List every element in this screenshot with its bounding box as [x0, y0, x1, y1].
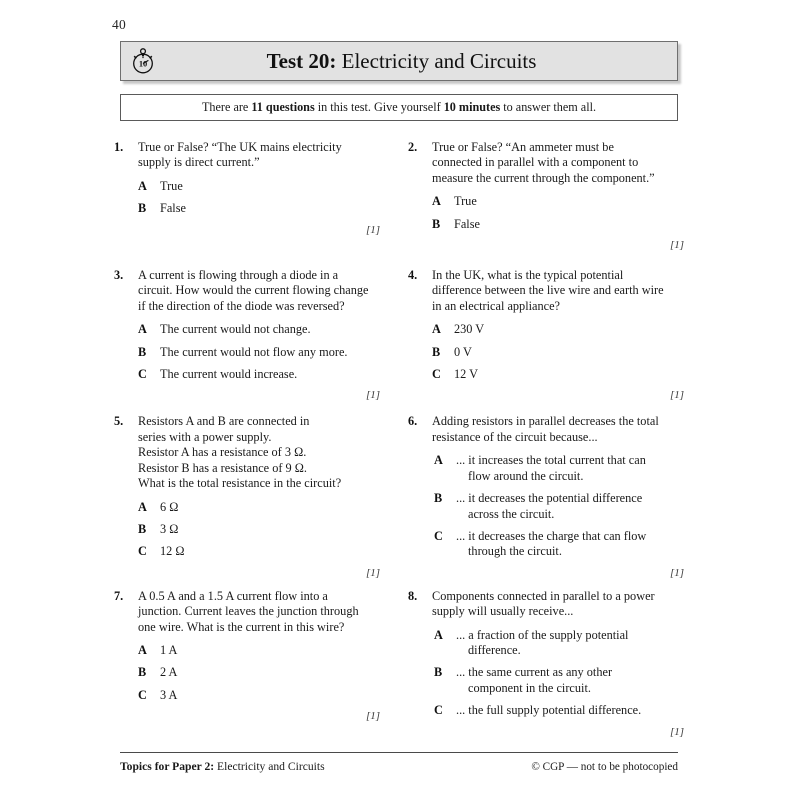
option-letter: B — [138, 521, 147, 536]
option-line: 1 A — [160, 642, 178, 657]
option-letter: C — [434, 528, 443, 543]
option-c[interactable] — [114, 544, 382, 559]
marks-indicator: [1] — [669, 725, 684, 738]
stem-line: A 0.5 A and a 1.5 A current flow into a — [138, 588, 328, 603]
option-line: difference. — [468, 642, 521, 657]
option-a[interactable] — [408, 453, 686, 484]
options-list — [408, 194, 686, 232]
question-5 — [114, 414, 382, 578]
option-letter: B — [138, 665, 147, 680]
option-letter: C — [138, 687, 147, 702]
footer-copyright: © CGP — not to be photocopied — [531, 761, 678, 773]
option-text — [160, 643, 382, 658]
option-line: True — [160, 178, 183, 193]
option-text — [456, 665, 686, 696]
page-footer — [120, 760, 678, 773]
question-number: 2. — [408, 140, 418, 154]
stem-line: resistance of the circuit because... — [432, 429, 598, 444]
option-letter: A — [138, 178, 147, 193]
stem-line: Components connected in parallel to a power — [432, 588, 655, 603]
stem-line: Resistor B has a resistance of 9 Ω. — [138, 460, 307, 475]
stem-line: What is the total resistance in the circuit? — [138, 476, 342, 491]
option-line: 6 Ω — [160, 499, 179, 514]
option-text — [160, 367, 382, 382]
stem-line: Resistor A has a resistance of 3 Ω. — [138, 445, 307, 460]
question-1 — [114, 140, 382, 236]
option-letter: C — [432, 367, 441, 382]
marks-indicator: [1] — [365, 389, 380, 402]
stem-line: circuit. How would the current flowing change — [138, 283, 369, 298]
option-line: component in the circuit. — [468, 680, 591, 695]
stem-line: connected in parallel with a component to — [432, 155, 639, 170]
option-a[interactable] — [114, 500, 382, 515]
question-stem — [138, 414, 382, 491]
option-letter: B — [138, 344, 147, 359]
option-text — [456, 491, 686, 522]
stem-line: series with a power supply. — [138, 429, 272, 444]
option-b[interactable] — [408, 665, 686, 696]
option-text — [160, 322, 382, 337]
stem-line: Resistors A and B are connected in — [138, 414, 310, 429]
option-line: 2 A — [160, 665, 178, 680]
question-7 — [114, 589, 382, 722]
instruction-post: to answer them all. — [500, 100, 597, 114]
options-list — [114, 643, 382, 703]
option-line: ... the same current as any other — [456, 665, 613, 680]
option-text — [160, 179, 382, 194]
option-b[interactable] — [114, 201, 382, 216]
instruction-pre: There are — [201, 100, 252, 114]
option-line: False — [160, 201, 186, 216]
page-title-topic: Electricity and Circuits — [336, 48, 537, 73]
stopwatch-minutes: 10 — [138, 59, 148, 69]
question-6 — [408, 414, 686, 578]
option-a[interactable] — [114, 643, 382, 658]
option-b[interactable] — [114, 522, 382, 537]
page-title — [160, 48, 677, 73]
question-column-left — [114, 268, 400, 401]
question-number: 7. — [114, 588, 124, 603]
stem-line: In the UK, what is the typical potential — [432, 268, 624, 283]
questions-grid — [114, 140, 686, 738]
question-8 — [408, 589, 686, 738]
question-row — [114, 589, 686, 738]
question-column-right — [400, 140, 686, 251]
page-number: 40 — [112, 17, 126, 32]
option-line: 3 A — [160, 687, 178, 702]
option-b[interactable] — [114, 345, 382, 360]
test-title-bar — [120, 41, 678, 81]
footer-topic — [120, 760, 325, 773]
option-letter: A — [138, 322, 147, 337]
option-text — [454, 345, 686, 360]
stem-line: if the direction of the diode was reversed? — [138, 298, 345, 313]
instruction-text — [202, 100, 596, 115]
question-number: 3. — [114, 268, 124, 283]
option-letter: B — [138, 201, 147, 216]
question-column-right — [400, 589, 686, 738]
option-line: ... it decreases the potential difference — [456, 491, 643, 506]
option-line: ... it decreases the charge that can flow — [456, 528, 647, 543]
option-b[interactable] — [408, 345, 686, 360]
question-stem — [432, 414, 686, 445]
option-c[interactable] — [408, 367, 686, 382]
question-2 — [408, 140, 686, 251]
footer-divider — [120, 752, 678, 753]
marks-indicator: [1] — [365, 223, 380, 236]
options-list — [408, 322, 686, 382]
stem-line: junction. Current leaves the junction through — [138, 604, 359, 619]
instruction-box — [120, 94, 678, 121]
question-row — [114, 414, 686, 578]
option-a[interactable] — [114, 179, 382, 194]
option-letter: B — [432, 344, 441, 359]
option-letter: A — [434, 627, 443, 642]
question-stem — [138, 589, 382, 635]
question-row — [114, 140, 686, 251]
option-line: The current would not flow any more. — [160, 344, 348, 359]
stem-line: True or False? “An ammeter must be — [432, 140, 614, 154]
question-stem — [432, 589, 686, 620]
option-text — [160, 544, 382, 559]
stem-line: one wire. What is the current in this wire? — [138, 619, 345, 634]
option-text — [456, 453, 686, 484]
option-line: 230 V — [454, 322, 485, 337]
option-letter: A — [434, 453, 443, 468]
option-line: ... the full supply potential difference. — [456, 703, 642, 718]
footer-topic-name: Electricity and Circuits — [214, 760, 325, 773]
option-a[interactable] — [408, 322, 686, 337]
instruction-mid: in this test. Give yourself — [314, 100, 444, 114]
option-text — [456, 628, 686, 659]
option-text — [456, 529, 686, 560]
question-stem — [138, 140, 382, 171]
option-line: False — [454, 216, 480, 231]
option-line: 3 Ω — [160, 521, 179, 536]
question-3 — [114, 268, 382, 401]
option-line: ... a fraction of the supply potential — [456, 627, 629, 642]
option-line: through the circuit. — [468, 544, 562, 559]
instruction-time-limit: 10 minutes — [443, 100, 501, 114]
option-text — [454, 367, 686, 382]
options-list — [114, 322, 382, 382]
option-c[interactable] — [114, 367, 382, 382]
stem-line: in an electrical appliance? — [432, 298, 561, 313]
stem-line: True or False? “The UK mains electricity — [138, 140, 342, 154]
option-letter: A — [432, 322, 441, 337]
question-stem — [432, 140, 686, 186]
options-list — [408, 453, 686, 559]
stem-line: difference between the live wire and earth wire — [432, 283, 664, 298]
option-text — [454, 217, 686, 232]
option-letter: A — [138, 642, 147, 657]
option-text — [160, 665, 382, 680]
option-b[interactable] — [408, 217, 686, 232]
question-column-right — [400, 414, 686, 578]
option-line: True — [454, 194, 477, 209]
option-letter: C — [138, 544, 147, 559]
question-number: 1. — [114, 140, 124, 154]
option-line: 0 V — [454, 344, 472, 359]
option-letter: C — [434, 703, 443, 718]
option-line: The current would increase. — [160, 367, 298, 382]
options-list — [408, 628, 686, 719]
question-number: 8. — [408, 588, 418, 603]
question-row — [114, 268, 686, 401]
question-number: 4. — [408, 268, 418, 283]
instruction-question-count: 11 questions — [251, 100, 315, 114]
option-letter: A — [138, 499, 147, 514]
option-text — [160, 201, 382, 216]
question-stem — [432, 268, 686, 314]
option-letter: C — [138, 367, 147, 382]
option-a[interactable] — [114, 322, 382, 337]
option-letter: B — [434, 665, 443, 680]
option-line: ... it increases the total current that can — [456, 453, 646, 468]
option-c[interactable] — [408, 703, 686, 718]
options-list — [114, 179, 382, 217]
option-letter: B — [432, 216, 441, 231]
footer-paper-label: Topics for Paper 2: — [120, 760, 215, 773]
option-letter: B — [434, 491, 443, 506]
option-line: 12 Ω — [160, 544, 185, 559]
option-text — [456, 703, 686, 718]
stem-line: Adding resistors in parallel decreases the total — [432, 414, 659, 429]
page-title-test-label: Test 20: — [266, 48, 337, 73]
option-letter: A — [432, 194, 441, 209]
option-c[interactable] — [114, 688, 382, 703]
question-column-left — [114, 589, 400, 738]
option-b[interactable] — [408, 491, 686, 522]
option-text — [454, 194, 686, 209]
option-text — [160, 500, 382, 515]
question-number: 6. — [408, 414, 418, 429]
stem-line: supply is direct current.” — [138, 155, 260, 170]
option-c[interactable] — [408, 529, 686, 560]
stem-line: supply will usually receive... — [432, 604, 574, 619]
option-text — [454, 322, 686, 337]
option-text — [160, 688, 382, 703]
marks-indicator: [1] — [365, 710, 380, 723]
stem-line: A current is flowing through a diode in a — [138, 268, 339, 283]
option-a[interactable] — [408, 628, 686, 659]
options-list — [114, 500, 382, 560]
option-line: across the circuit. — [468, 506, 555, 521]
question-column-right — [400, 268, 686, 401]
option-b[interactable] — [114, 665, 382, 680]
option-a[interactable] — [408, 194, 686, 209]
marks-indicator: [1] — [669, 239, 684, 252]
marks-indicator: [1] — [365, 566, 380, 579]
question-column-left — [114, 414, 400, 578]
question-number: 5. — [114, 414, 124, 429]
stopwatch-icon — [126, 44, 160, 78]
marks-indicator: [1] — [669, 389, 684, 402]
option-line: 12 V — [454, 367, 479, 382]
question-stem — [138, 268, 382, 314]
question-4 — [408, 268, 686, 401]
question-column-left — [114, 140, 400, 251]
option-text — [160, 522, 382, 537]
option-line: flow around the circuit. — [468, 468, 584, 483]
stem-line: measure the current through the component.” — [432, 170, 655, 185]
option-text — [160, 345, 382, 360]
option-line: The current would not change. — [160, 322, 311, 337]
marks-indicator: [1] — [669, 566, 684, 579]
